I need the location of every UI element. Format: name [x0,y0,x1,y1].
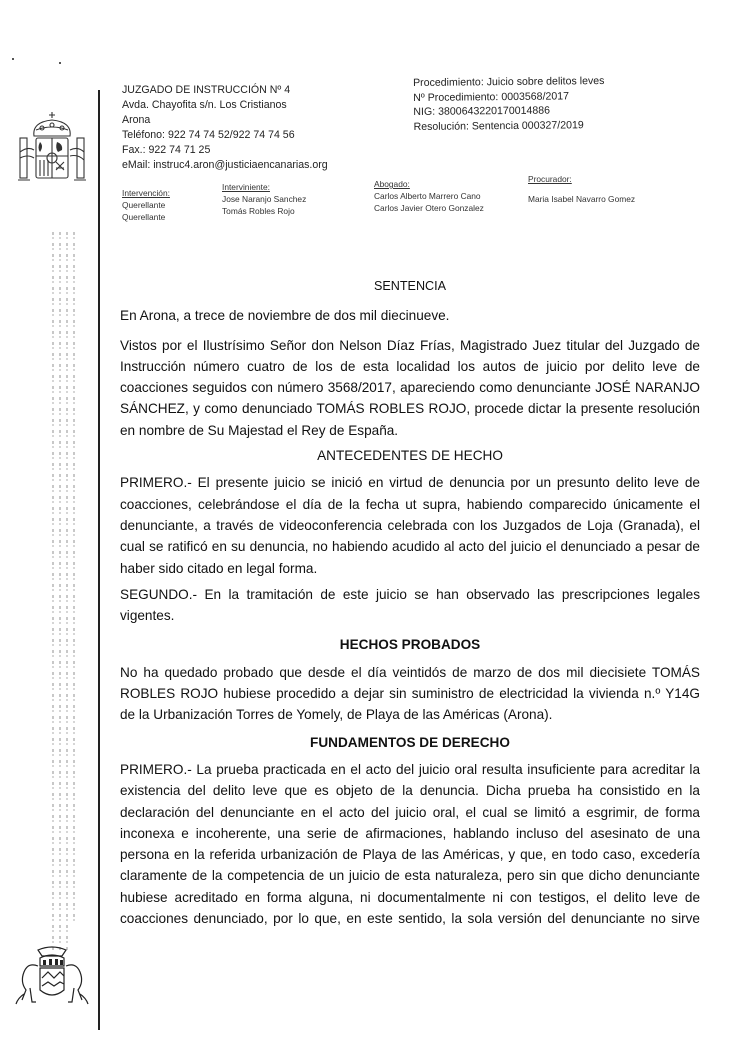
abogado-value: Carlos Javier Otero Gonzalez [374,203,484,213]
procedure-info [413,74,605,134]
antecedentes-paragraph: PRIMERO.- El presente juicio se inició en virtud de denuncia por un presunto delito leve de coacciones, celebrándose el día de la fecha ut supra, habiendo comparecido únicamente el denunciante, a través de videoconferencia celebrada con los Juzgados de Loja (Granada), el cual se ratificó en su denuncia, no habiendo acudido al acto del juicio el denunciado a pesar de haber sido citado en legal forma. [120,475,700,576]
arona-coat-of-arms-icon [10,944,94,1016]
intro-paragraph: Vistos por el Ilustrísimo Señor don Nelson Díaz Frías, Magistrado Juez titular del Juzgado de Instrucción número cuatro de los de esta localidad los autos de juicio por delito leve de coacciones seguidos con número 3568/2017, apareciendo como denunciante JOSÉ NARANJO SÁNCHEZ, y como denunciado TOMÁS ROBLES ROJO, procede dictar la presente resolución en nombre de Su Majestad el Rey de España. [120,337,700,438]
party-procurador [528,173,635,205]
court-phone: Teléfono: 922 74 74 52/922 74 74 56 [122,129,295,141]
section-heading-antecedentes: ANTECEDENTES DE HECHO [317,448,503,464]
procurador-label: Procurador: [528,174,572,184]
procedure-number: Nº Procedimiento: 0003568/2017 [413,89,570,104]
intervencion-value: Querellante [122,200,166,210]
document-body [120,276,700,929]
date-line: En Arona, a trece de noviembre de dos mil diecinueve. [120,308,450,324]
interviniente-label: Interviniente: [222,182,270,192]
margin-vertical-rule [98,90,100,1030]
fundamentos-paragraph: PRIMERO.- La prueba practicada en el acto del juicio oral resulta insuficiente para acreditar la existencia del delito leve que es objeto de la denuncia. Dicha prueba ha consistido en la declaración del denunciante en el acto del juicio oral, el cual se limitó a esgrimir, de forma inconexa e incoherente, una serie de afirmaciones, hablando incluso del asesinato de una persona en la referida urbanización de Playa de las Américas, y que, en todo caso, excedería claramente de la competencia de un juicio de esta naturaleza, pero sin que dicho denunciante hubiese acreditado en forma alguna, ni documentalmente ni con testigos, el delito leve de coacciones denunciado, por lo que, en este sentido, la sola versión del denunciante no sirve [120,761,700,927]
court-info [122,83,328,173]
scan-speck [12,58,14,60]
court-email: eMail: instruc4.aron@justiciaencanarias.org [122,159,328,171]
intervencion-label: Intervención: [122,188,170,198]
court-fax: Fax.: 922 74 71 25 [122,144,211,156]
spain-coat-of-arms-icon [12,106,92,190]
section-heading-fundamentos: FUNDAMENTOS DE DERECHO [310,734,510,750]
party-interviniente [222,181,306,217]
scan-speck [59,62,61,64]
abogado-label: Abogado: [374,179,410,189]
party-intervencion [122,187,170,223]
intervencion-value: Querellante [122,212,166,222]
document-title: SENTENCIA [373,279,447,293]
court-address: Avda. Chayofita s/n. Los Cristianos [122,99,287,111]
antecedentes-paragraph: SEGUNDO.- En la tramitación de este juicio se han observado las prescripciones legales vigentes. [120,586,700,624]
procedure-resolution: Resolución: Sentencia 000327/2019 [413,118,584,133]
abogado-value: Carlos Alberto Marrero Cano [374,191,481,201]
margin-verification-text [50,232,80,952]
interviniente-value: Jose Naranjo Sanchez [222,194,307,204]
hechos-paragraph: No ha quedado probado que desde el día veintidós de marzo de dos mil diecisiete TOMÁS ROBLES ROJO hubiese procedido a dejar sin suministro de electricidad la vivienda n.º Y14G de la Urbanización Torres de Yomely, de Playa de las Américas (Arona). [120,664,700,723]
court-city: Arona [122,114,151,126]
interviniente-value: Tomás Robles Rojo [222,206,295,216]
procedure-nig: NIG: 3800643220170014886 [413,104,551,118]
court-name: JUZGADO DE INSTRUCCIÓN Nº 4 [122,84,291,96]
party-abogado [374,178,484,214]
procurador-value: Maria Isabel Navarro Gomez [528,194,636,204]
section-heading-hechos: HECHOS PROBADOS [339,637,481,653]
procedure-type: Procedimiento: Juicio sobre delitos leves [413,74,605,89]
